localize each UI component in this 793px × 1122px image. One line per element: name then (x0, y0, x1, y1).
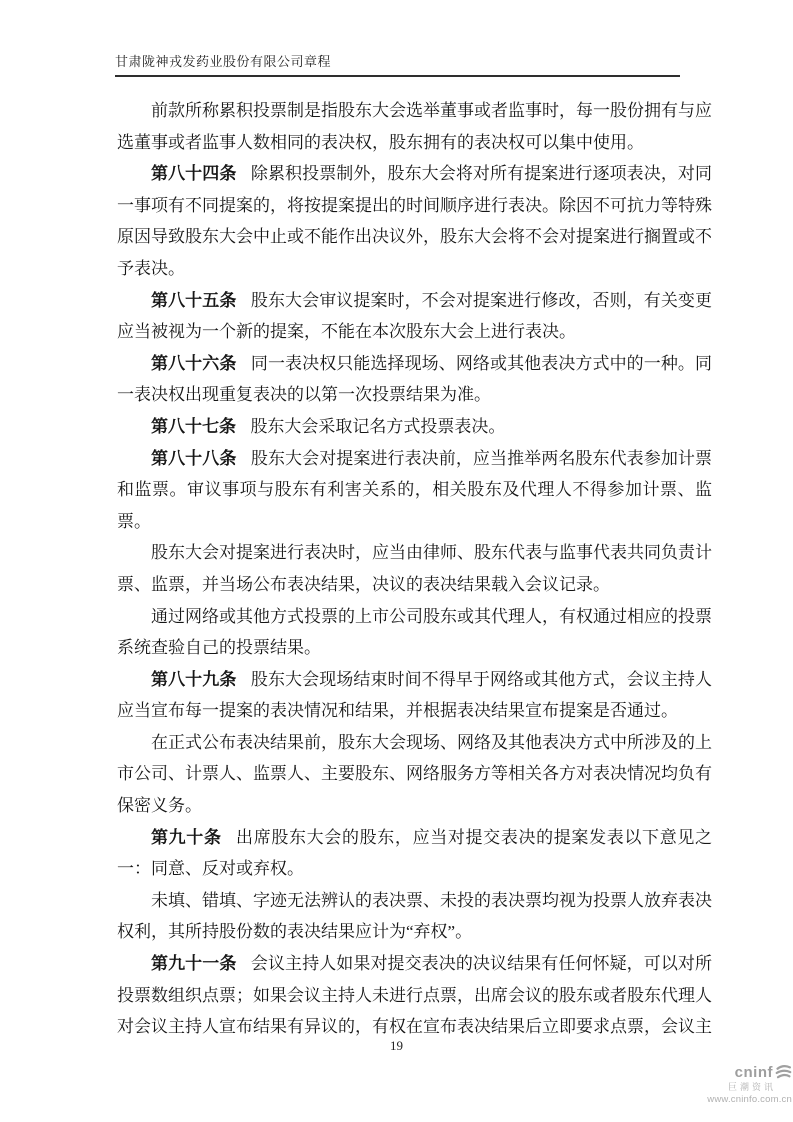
paragraph (117, 885, 712, 948)
paragraph-text: 股东大会采取记名方式投票表决。 (250, 416, 506, 436)
paragraph (117, 285, 712, 348)
article-number: 第八十八条 (151, 448, 237, 468)
cninfo-swirl-icon (775, 1064, 792, 1081)
paragraph-text: 同一表决权只能选择现场、网络或其他表决方式中的一种。同一表决权出现重复表决的以第一次投票结果为准。 (117, 353, 713, 405)
article-number: 第八十九条 (151, 669, 237, 689)
paragraph (117, 95, 712, 158)
cninfo-logo (698, 1064, 792, 1081)
paragraph (117, 601, 712, 664)
article-number: 第八十五条 (151, 290, 237, 310)
paragraph-text: 通过网络或其他方式投票的上市公司股东或其代理人，有权通过相应的投票系统查验自己的投票结果。 (117, 606, 712, 658)
paragraph (117, 537, 712, 600)
document-title: 甘肃陇神戎发药业股份有限公司章程 (115, 54, 332, 69)
running-header (115, 54, 680, 77)
article-number: 第八十六条 (151, 353, 237, 373)
paragraph (117, 348, 712, 411)
document-body (117, 95, 712, 1043)
cninfo-watermark (698, 1064, 792, 1106)
paragraph-text: 股东大会对提案进行表决前，应当推举两名股东代表参加计票和监票。审议事项与股东有利害关系的，相关股东及代理人不得参加计票、监票。 (117, 448, 713, 531)
page-number: 19 (390, 1038, 403, 1053)
cninfo-brand-text: cninf (734, 1064, 773, 1081)
paragraph (117, 443, 712, 538)
paragraph-text: 未填、错填、字迹无法辨认的表决票、未投的表决票均视为投票人放弃表决权利，其所持股份数的表决结果应计为“弃权”。 (117, 890, 712, 942)
article-number: 第九十一条 (151, 954, 237, 974)
paragraph-text: 股东大会审议提案时，不会对提案进行修改，否则，有关变更应当被视为一个新的提案，不能在本次股东大会上进行表决。 (117, 290, 713, 342)
paragraph-text: 出席股东大会的股东，应当对提交表决的提案发表以下意见之一：同意、反对或弃权。 (117, 827, 712, 879)
article-number: 第九十条 (151, 827, 222, 847)
paragraph (117, 727, 712, 822)
paragraph (117, 664, 712, 727)
paragraph-text: 除累积投票制外，股东大会将对所有提案进行逐项表决，对同一事项有不同提案的，将按提案提出的时间顺序进行表决。除因不可抗力等特殊原因导致股东大会中止或不能作出决议外，股东大会将不会对提案进行搁置或不予表决。 (117, 164, 713, 278)
paragraph (117, 948, 712, 1043)
paragraph-text: 前款所称累积投票制是指股东大会选举董事或者监事时，每一股份拥有与应选董事或者监事人数相同的表决权，股东拥有的表决权可以集中使用。 (117, 101, 712, 152)
cninfo-url: www.cninfo.com.cn (707, 1093, 792, 1105)
cninfo-brand-cn: 巨潮资讯 (727, 1082, 776, 1093)
paragraph-text: 会议主持人如果对提交表决的决议结果有任何怀疑，可以对所投票数组织点票；如果会议主持人未进行点票，出席会议的股东或者股东代理人对会议主持人宣布结果有异议的，有权在宣布表决结果后立即要求点票，会议主 (117, 954, 713, 1037)
paragraph-text: 在正式公布表决结果前，股东大会现场、网络及其他表决方式中所涉及的上市公司、计票人、监票人、主要股东、网络服务方等相关各方对表决情况均负有保密义务。 (117, 732, 712, 816)
article-number: 第八十四条 (151, 164, 237, 184)
paragraph-text: 股东大会现场结束时间不得早于网络或其他方式，会议主持人应当宣布每一提案的表决情况和结果，并根据表决结果宣布提案是否通过。 (117, 669, 713, 721)
paragraph (117, 158, 712, 284)
article-number: 第八十七条 (151, 416, 236, 436)
paragraph-text: 股东大会对提案进行表决时，应当由律师、股东代表与监事代表共同负责计票、监票，并当场公布表决结果，决议的表决结果载入会议记录。 (117, 543, 712, 594)
paragraph (117, 411, 712, 443)
paragraph (117, 822, 712, 885)
